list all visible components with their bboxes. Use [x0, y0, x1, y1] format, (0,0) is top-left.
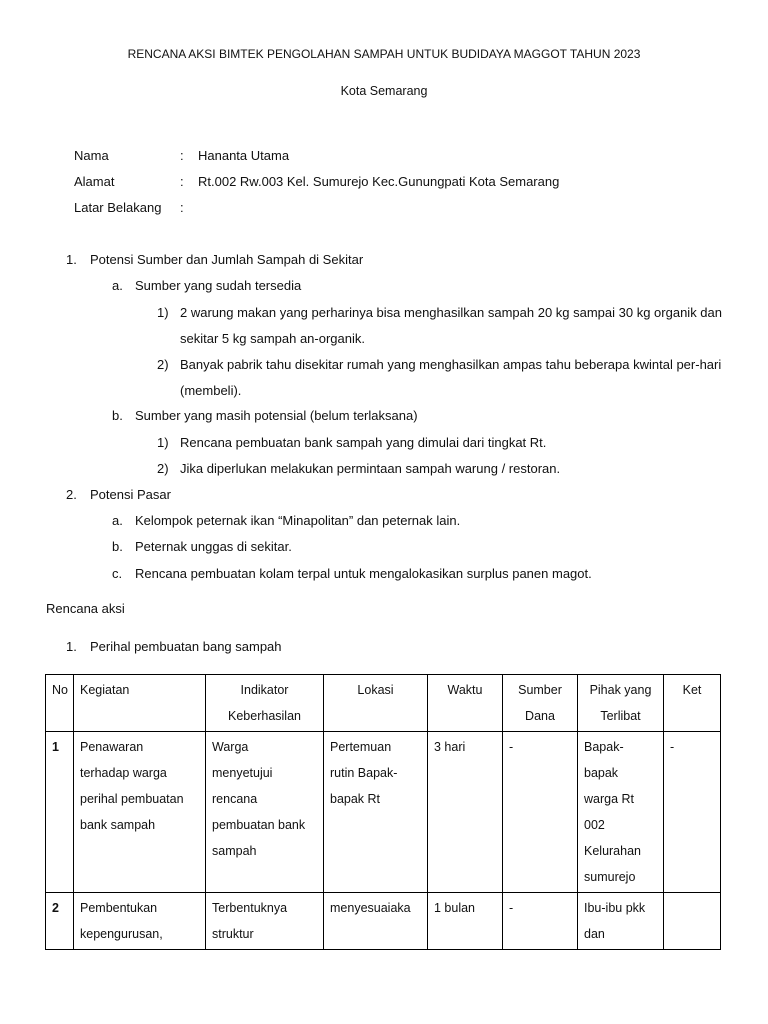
table-row — [46, 732, 721, 893]
list-item: Potensi Sumber dan Jumlah Sampah di Sekitar — [90, 252, 364, 267]
column-header: Ket — [664, 675, 721, 732]
list-number: b. — [112, 408, 123, 423]
table-clip — [0, 674, 768, 941]
list-number: 2. — [66, 487, 77, 502]
table-cell: 3 hari — [428, 732, 503, 893]
column-header: Indikator Keberhasilan — [206, 675, 324, 732]
table-header-row — [46, 675, 721, 732]
rencana-aksi-heading: Rencana aksi — [46, 601, 125, 616]
table-body — [46, 732, 721, 950]
list-item-continuation: (membeli). — [180, 383, 242, 398]
table-cell: - — [503, 732, 578, 893]
info-label: Alamat — [74, 174, 115, 189]
table-cell: Penawaran terhadap warga perihal pembuatan bank sampah — [74, 732, 206, 893]
list-number: 1. — [66, 252, 77, 267]
list-number: 2) — [157, 357, 169, 372]
column-header: Pihak yang Terlibat — [578, 675, 664, 732]
list-item: Sumber yang sudah tersedia — [135, 278, 302, 293]
list-number: 1) — [157, 305, 169, 320]
list-item: Jika diperlukan melakukan permintaan sampah warung / restoran. — [180, 461, 561, 476]
list-item: Rencana pembuatan bank sampah yang dimulai dari tingkat Rt. — [180, 435, 547, 450]
column-header: Waktu — [428, 675, 503, 732]
column-header: Lokasi — [324, 675, 428, 732]
list-number: a. — [112, 278, 123, 293]
table-cell: Bapak- bapak warga Rt 002 Kelurahan sumurejo — [578, 732, 664, 893]
table-cell — [664, 893, 721, 950]
info-row-latar-belakang — [74, 199, 559, 225]
info-value: Rt.002 Rw.003 Kel. Sumurejo Kec.Gunungpati Kota Semarang — [198, 174, 560, 189]
list-item-continuation: sekitar 5 kg sampah an-organik. — [180, 331, 365, 346]
table-cell: Pembentukan kepengurusan, — [74, 893, 206, 950]
document-subtitle: Kota Semarang — [340, 84, 428, 98]
list-number: b. — [112, 539, 123, 554]
info-colon: : — [180, 148, 184, 163]
list-number: 2) — [157, 461, 169, 476]
document-title: RENCANA AKSI BIMTEK PENGOLAHAN SAMPAH UNTUK BUDIDAYA MAGGOT TAHUN 2023 — [127, 47, 641, 61]
table-cell: Ibu-ibu pkk dan — [578, 893, 664, 950]
table-cell: 1 bulan — [428, 893, 503, 950]
column-header: Kegiatan — [74, 675, 206, 732]
perihal-heading: Perihal pembuatan bang sampah — [90, 639, 282, 654]
table-cell: - — [503, 893, 578, 950]
info-colon: : — [180, 174, 184, 189]
list-item: Banyak pabrik tahu disekitar rumah yang menghasilkan ampas tahu beberapa kwintal per-hari — [180, 357, 722, 372]
list-item: Sumber yang masih potensial (belum terlaksana) — [135, 408, 418, 423]
list-number: a. — [112, 513, 123, 528]
table-cell: menyesuaiaka — [324, 893, 428, 950]
table-cell: 2 — [46, 893, 74, 950]
list-item: Rencana pembuatan kolam terpal untuk mengalokasikan surplus panen magot. — [135, 566, 592, 581]
list-number: c. — [112, 566, 123, 581]
list-number: 1) — [157, 435, 169, 450]
info-row-alamat — [74, 173, 559, 199]
list-item: Kelompok peternak ikan “Minapolitan” dan peternak lain. — [135, 513, 461, 528]
action-plan-table — [45, 674, 721, 950]
column-header: Sumber Dana — [503, 675, 578, 732]
info-value: Hananta Utama — [198, 148, 290, 163]
column-header: No — [46, 675, 74, 732]
table-row — [46, 893, 721, 950]
info-label: Nama — [74, 148, 109, 163]
table-cell: 1 — [46, 732, 74, 893]
info-row-nama — [74, 147, 559, 173]
list-item: Potensi Pasar — [90, 487, 171, 502]
list-number: 1. — [66, 639, 77, 654]
table-cell: - — [664, 732, 721, 893]
table-cell: Pertemuan rutin Bapak- bapak Rt — [324, 732, 428, 893]
info-colon: : — [180, 200, 184, 215]
info-label: Latar Belakang — [74, 200, 162, 215]
identity-block — [74, 147, 559, 225]
table-cell: Terbentuknya struktur — [206, 893, 324, 950]
table-cell: Warga menyetujui rencana pembuatan bank sampah — [206, 732, 324, 893]
list-item: Peternak unggas di sekitar. — [135, 539, 292, 554]
list-item: 2 warung makan yang perharinya bisa menghasilkan sampah 20 kg sampai 30 kg organik dan — [180, 305, 722, 320]
